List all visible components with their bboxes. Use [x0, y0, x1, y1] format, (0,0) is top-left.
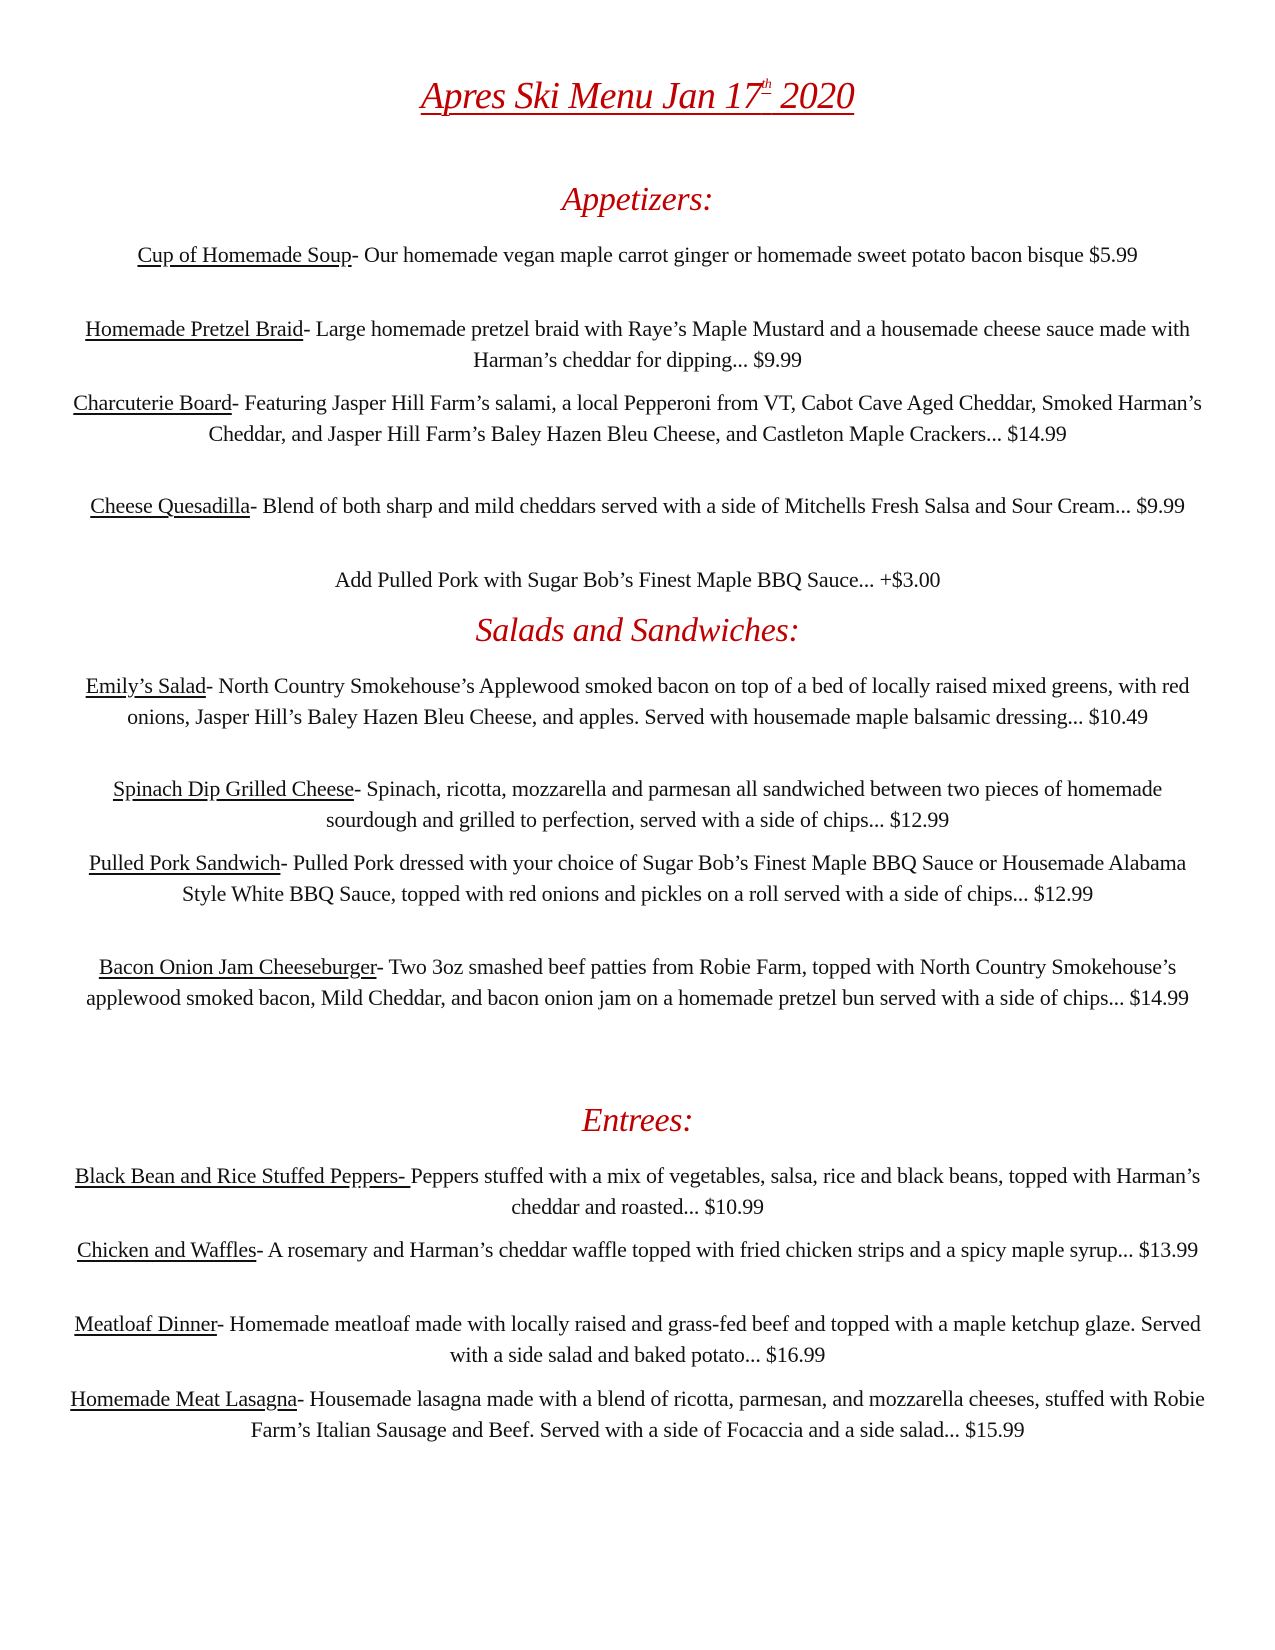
menu-item: [70, 952, 1205, 1013]
menu-item: [70, 388, 1205, 449]
menu-item-name: Homemade Pretzel Braid: [85, 316, 304, 341]
menu-item-desc: - Pulled Pork dressed with your choice of Sugar Bob’s Finest Maple BBQ Sauce or Housemade Alabama Style White BBQ Sauce, topped with red onions and pickles on a roll served with a side of chips... $12.99: [182, 850, 1187, 906]
menu-item-addon: [70, 565, 1205, 596]
menu-item-desc: Add Pulled Pork with Sugar Bob’s Finest Maple BBQ Sauce... +$3.00: [334, 567, 941, 592]
menu-item-name: Emily’s Salad: [85, 673, 206, 698]
salads-sandwiches-heading: Salads and Sandwiches:: [475, 612, 800, 649]
menu-item-desc: - North Country Smokehouse’s Applewood smoked bacon on top of a bed of locally raised mixed greens, with red onions, Jasper Hill’s Baley Hazen Bleu Cheese, and apples. Served with housemade maple balsamic dressing... $10.49: [127, 673, 1190, 729]
menu-item: [70, 1384, 1205, 1445]
menu-item: [70, 1161, 1205, 1222]
menu-item-name: Bacon Onion Jam Cheeseburger: [98, 954, 377, 979]
menu-item-name: Cheese Quesadilla: [90, 493, 250, 518]
menu-item: [70, 491, 1205, 522]
menu-item-desc: - Our homemade vegan maple carrot ginger or homemade sweet potato bacon bisque $5.99: [351, 242, 1138, 267]
menu-title-main: Apres Ski Menu Jan 17: [420, 75, 762, 117]
menu-item-name: Pulled Pork Sandwich: [88, 850, 281, 875]
menu-item-desc: - Housemade lasagna made with a blend of ricotta, parmesan, and mozzarella cheeses, stuffed with Robie Farm’s Italian Sausage and Beef. Served with a side of Focaccia and a side salad... $15.99: [250, 1386, 1205, 1442]
menu-item-desc: - Featuring Jasper Hill Farm’s salami, a local Pepperoni from VT, Cabot Cave Aged Cheddar, Smoked Harman’s Cheddar, and Jasper Hill Farm’s Baley Hazen Bleu Cheese, and Castleton Maple Crackers... $14.99: [208, 390, 1202, 446]
menu-title-ordinal: th: [761, 77, 772, 92]
menu-item-name: Homemade Meat Lasagna: [70, 1386, 297, 1411]
menu-item-name: Charcuterie Board: [73, 390, 232, 415]
menu-item-desc: - Blend of both sharp and mild cheddars served with a side of Mitchells Fresh Salsa and Sour Cream... $9.99: [249, 493, 1185, 518]
entrees-heading: Entrees:: [581, 1102, 694, 1139]
menu-item-desc: - A rosemary and Harman’s cheddar waffle topped with fried chicken strips and a spicy maple syrup... $13.99: [256, 1237, 1198, 1262]
menu-title: [0, 74, 1275, 118]
menu-item: [70, 774, 1205, 835]
menu-title-year: 2020: [771, 75, 855, 117]
menu-item-name: Cup of Homemade Soup: [137, 242, 352, 267]
menu-item-desc: - Two 3oz smashed beef patties from Robie Farm, topped with North Country Smokehouse’s applewood smoked bacon, Mild Cheddar, and bacon onion jam on a homemade pretzel bun served with a side of chips... $14.99: [86, 954, 1189, 1010]
menu-item-name: Black Bean and Rice Stuffed Peppers-: [74, 1163, 411, 1188]
menu-item-name: Chicken and Waffles: [77, 1237, 257, 1262]
menu-item: [70, 848, 1205, 909]
menu-item-name: Spinach Dip Grilled Cheese: [112, 776, 354, 801]
menu-item: [70, 1309, 1205, 1370]
menu-item: [70, 240, 1205, 271]
menu-item-desc: - Homemade meatloaf made with locally raised and grass-fed beef and topped with a maple ketchup glaze. Served with a side salad and baked potato... $16.99: [216, 1311, 1201, 1367]
menu-item-desc: - Large homemade pretzel braid with Raye’s Maple Mustard and a housemade cheese sauce made with Harman’s cheddar for dipping... $9.99: [303, 316, 1190, 372]
menu-item: [70, 1235, 1205, 1266]
appetizers-heading: Appetizers:: [561, 181, 714, 218]
menu-item-name: Meatloaf Dinner: [74, 1311, 217, 1336]
menu-item: [70, 314, 1205, 375]
menu-item-desc: - Spinach, ricotta, mozzarella and parmesan all sandwiched between two pieces of homemade sourdough and grilled to perfection, served with a side of chips... $12.99: [325, 776, 1163, 832]
menu-item: [70, 671, 1205, 732]
menu-item-desc: Peppers stuffed with a mix of vegetables, salsa, rice and black beans, topped with Harman’s cheddar and roasted... $10.99: [410, 1163, 1201, 1219]
